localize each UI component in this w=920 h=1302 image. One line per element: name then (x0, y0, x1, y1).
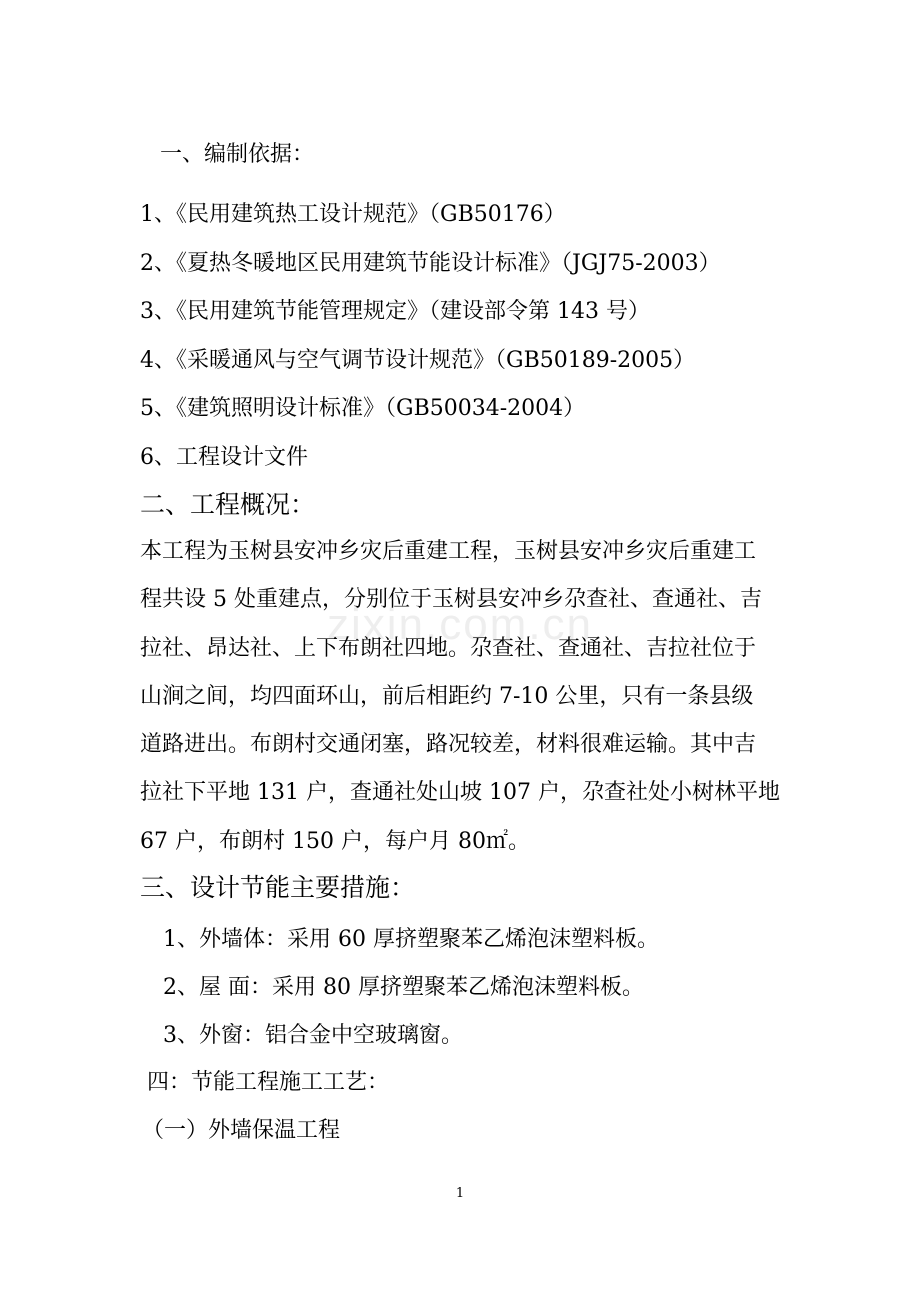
section-overview-title: 二、工程概况： (140, 490, 316, 519)
process-subtitle: （一）外墙保温工程 (142, 1118, 341, 1143)
overview-line: 67 户，布朗村 150 户，每户月 80㎡。 (140, 828, 530, 854)
basis-item: 3、《民用建筑节能管理规定》（建设部令第 143 号） (140, 299, 650, 324)
basis-item: 4、《采暖通风与空气调节设计规范》（GB50189-2005） (140, 348, 696, 373)
overview-line: 道路进出。布朗村交通闭塞，路况较差，材料很难运输。其中吉 (140, 732, 757, 758)
overview-line: 本工程为玉树县安冲乡灾后重建工程，玉树县安冲乡灾后重建工 (140, 539, 757, 564)
measures-item: 2、屋 面：采用 80 厚挤塑聚苯乙烯泡沫塑料板。 (163, 975, 644, 1000)
section-measures-title: 三、设计节能主要措施： (140, 873, 416, 902)
basis-item: 2、《夏热冬暖地区民用建筑节能设计标准》（JGJ75-2003） (140, 251, 721, 276)
overview-line: 拉社下平地 131 户，查通社处山坡 107 户，尕查社处小树林平地 (140, 780, 780, 806)
overview-paragraph (140, 528, 785, 866)
section-basis-title: 一、编制依据： (160, 142, 315, 167)
section-process-title: 四：节能工程施工工艺： (147, 1070, 390, 1095)
overview-line: 程共设 5 处重建点，分别位于玉树县安冲乡尕查社、查通社、吉 (140, 587, 762, 613)
page-number: 1 (455, 1186, 465, 1201)
overview-line: 拉社、昂达社、上下布朗社四地。尕查社、查通社、吉拉社位于 (140, 635, 757, 661)
watermark: zixin.com.cn (326, 600, 594, 649)
basis-item: 5、《建筑照明设计标准》（GB50034-2004） (140, 396, 586, 421)
basis-item: 6、工程设计文件 (140, 445, 308, 470)
basis-item: 1、《民用建筑热工设计规范》（GB50176） (140, 202, 566, 227)
overview-line: 山涧之间，均四面环山，前后相距约 7-10 公里，只有一条县级 (140, 683, 754, 709)
measures-item: 3、外窗：铝合金中空玻璃窗。 (163, 1023, 463, 1048)
measures-item: 1、外墙体：采用 60 厚挤塑聚苯乙烯泡沫塑料板。 (163, 927, 659, 952)
